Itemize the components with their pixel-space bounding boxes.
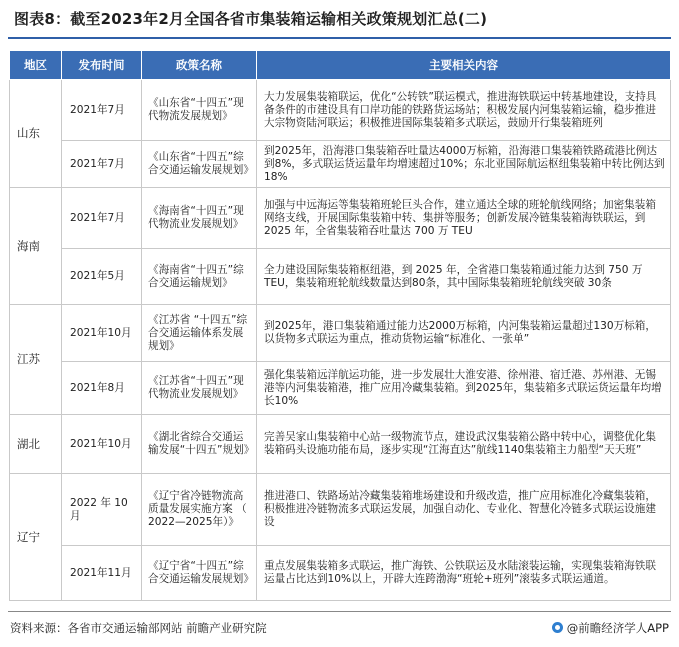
- header-region: 地区: [10, 51, 62, 80]
- date-cell: 2021年10月: [62, 415, 142, 474]
- table-row: [10, 80, 671, 141]
- content-cell: 完善吴家山集装箱中心站一级物流节点，建设武汉集装箱公路中转中心，调整优化集装箱码头设施功能布局，逐步实现“江海直达”航线1140集装箱主力船型“天天班”: [257, 415, 671, 474]
- policy-cell: 《山东省“十四五”综合交通运输发展规划》: [142, 141, 257, 188]
- date-cell: 2021年8月: [62, 362, 142, 415]
- policy-cell: 《湖北省综合交通运输发展“十四五”规划》: [142, 415, 257, 474]
- policy-cell: 《辽宁省“十四五”综合交通运输发展规划》: [142, 546, 257, 601]
- table-row: [10, 249, 671, 305]
- table-header-row: [10, 51, 671, 80]
- source-note: 资料来源：各省市交通运输部网站 前瞻产业研究院: [10, 621, 267, 635]
- date-cell: 2021年10月: [62, 305, 142, 362]
- content-cell: 重点发展集装箱多式联运，推广海铁、公铁联运及水陆滚装运输，实现集装箱海铁联运量占比达到10%以上，开辟大连跨渤海“班轮+班列”滚装多式联运通道。: [257, 546, 671, 601]
- content-cell: 全力建设国际集装箱枢纽港，到 2025 年，全省港口集装箱通过能力达到 750 万 TEU，集装箱班轮航线数量达到80条，其中国际集装箱班轮航线突破 30条: [257, 249, 671, 305]
- table-row: [10, 141, 671, 188]
- date-cell: 2021年7月: [62, 141, 142, 188]
- content-cell: 推进港口、铁路场站冷藏集装箱堆场建设和升级改造，推广应用标准化冷藏集装箱，积极推进冷链物流多式联运发展，加强自动化、专业化、智慧化冷链多式联运设施建设: [257, 474, 671, 546]
- policy-cell: 《辽宁省冷链物流高质量发展实施方案 （ 2022—2025年）》: [142, 474, 257, 546]
- region-cell: 山东: [10, 80, 62, 188]
- date-cell: 2021年7月: [62, 80, 142, 141]
- date-cell: 2021年7月: [62, 188, 142, 249]
- table-row: [10, 188, 671, 249]
- policy-cell: 《海南省“十四五”现代物流业发展规划》: [142, 188, 257, 249]
- date-cell: 2021年11月: [62, 546, 142, 601]
- page-title: 图表8：截至2023年2月全国各省市集装箱运输相关政策规划汇总(二): [14, 10, 488, 28]
- content-cell: 到2025年，沿海港口集装箱吞吐量达4000万标箱，沿海港口集装箱铁路疏港比例达到8%，多式联运货运量年均增速超过10%；东北亚国际航运枢纽集装箱中转比例达到18%: [257, 141, 671, 188]
- region-cell: 湖北: [10, 415, 62, 474]
- header-content: 主要相关内容: [257, 51, 671, 80]
- policy-table: [9, 50, 671, 601]
- brand-logo-icon: [552, 622, 563, 633]
- date-cell: 2021年5月: [62, 249, 142, 305]
- brand-credit-text: @前瞻经济学人APP: [566, 621, 669, 635]
- date-cell: 2022 年 10 月: [62, 474, 142, 546]
- policy-cell: 《江苏省 “十四五”综合交通运输体系发展规划》: [142, 305, 257, 362]
- table-row: [10, 415, 671, 474]
- header-policy: 政策名称: [142, 51, 257, 80]
- content-cell: 加强与中远海运等集装箱班轮巨头合作，建立通达全球的班轮航线网络；加密集装箱网络支线，开展国际集装箱中转、集拼等服务；创新发展冷链集装箱海铁联运，到 2025 年，全省集装箱吞吐量达 700 万 TEU: [257, 188, 671, 249]
- footer-divider: [8, 611, 671, 612]
- policy-cell: 《山东省“十四五”现代物流发展规划》: [142, 80, 257, 141]
- table-row: [10, 305, 671, 362]
- brand-credit: [552, 620, 669, 636]
- content-cell: 到2025年，港口集装箱通过能力达2000万标箱，内河集装箱运量超过130万标箱，以货物多式联运为重点，推动货物运输“标准化、一张单”: [257, 305, 671, 362]
- header-date: 发布时间: [62, 51, 142, 80]
- table-row: [10, 362, 671, 415]
- content-cell: 大力发展集装箱联运，优化“公转铁”联运模式，推进海铁联运中转基地建设，支持具备条件的市建设具有口岸功能的铁路货运场站；积极发展内河集装箱运输，稳步推进大宗物资陆河联运；积极推进国际集装箱多式联运，鼓励开行集装箱班列: [257, 80, 671, 141]
- title-divider: [8, 37, 671, 39]
- table-row: [10, 546, 671, 601]
- region-cell: 海南: [10, 188, 62, 305]
- region-cell: 江苏: [10, 305, 62, 415]
- table-row: [10, 474, 671, 546]
- policy-cell: 《江苏省“十四五”现代物流业发展规划》: [142, 362, 257, 415]
- region-cell: 辽宁: [10, 474, 62, 601]
- policy-cell: 《海南省“十四五”综合交通运输规划》: [142, 249, 257, 305]
- content-cell: 强化集装箱远洋航运功能，进一步发展壮大淮安港、徐州港、宿迁港、苏州港、无锡港等内河集装箱港，推广应用冷藏集装箱。到2025年，集装箱多式联运货运量年均增长10%: [257, 362, 671, 415]
